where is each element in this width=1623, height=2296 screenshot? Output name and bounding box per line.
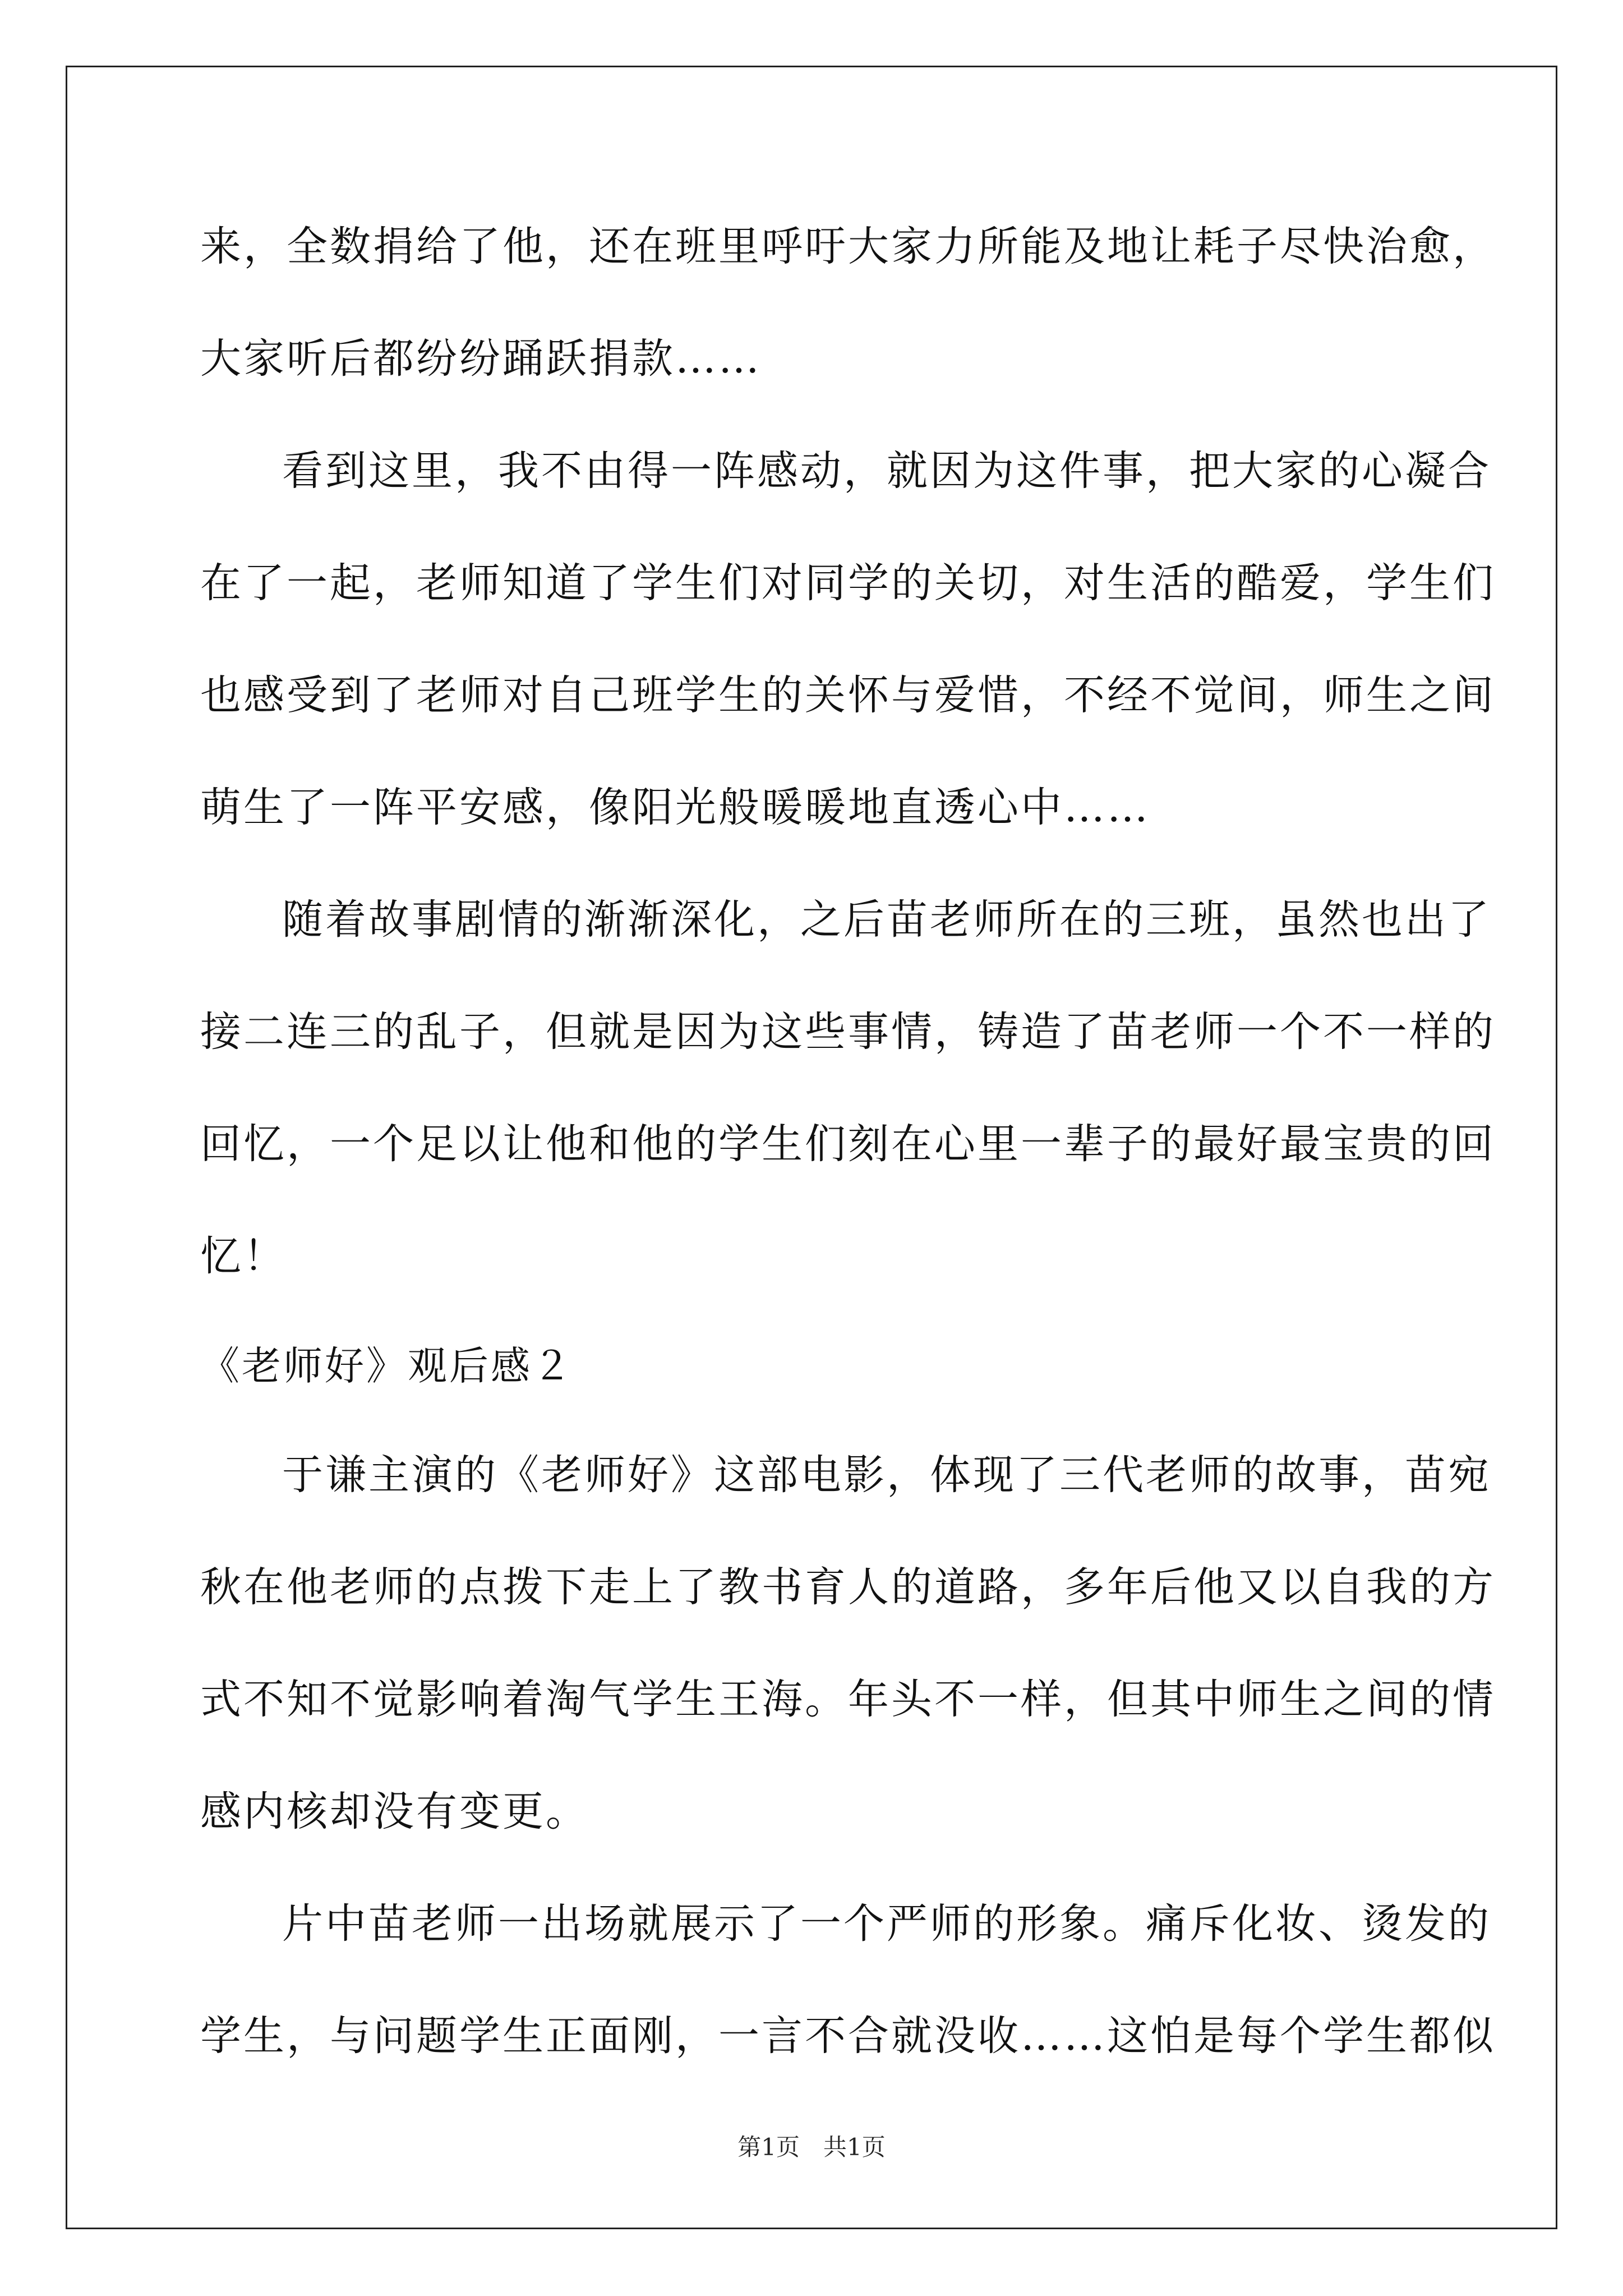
text-line: 秋在他老师的点拨下走上了教书育人的道路，多年后他又以自我的方	[200, 1563, 1496, 1611]
text-line: 感内核却没有变更。	[200, 1788, 589, 1835]
page-number: 第1页 共1页	[737, 2133, 886, 2161]
text-line: 在了一起，老师知道了学生们对同学的关切，对生活的酷爱，学生们	[200, 559, 1496, 607]
text-line: 回忆，一个足以让他和他的学生们刻在心里一辈子的最好最宝贵的回	[200, 1120, 1496, 1168]
text-line: 接二连三的乱子，但就是因为这些事情，铸造了苗老师一个不一样的	[200, 1008, 1496, 1056]
text-line: 忆！	[200, 1232, 287, 1280]
section-heading: 《老师好》观后感２	[200, 1343, 574, 1389]
text-line: 萌生了一阵平安感，像阳光般暖暖地直透心中……	[200, 784, 1150, 831]
text-line: 也感受到了老师对自己班学生的关怀与爱惜，不经不觉间，师生之间	[200, 671, 1496, 719]
paragraph-start-line: 看到这里，我不由得一阵感动，就因为这件事，把大家的心凝合	[282, 447, 1491, 495]
paragraph-start-line: 于谦主演的《老师好》这部电影，体现了三代老师的故事，苗宛	[282, 1451, 1491, 1499]
text-line: 来，全数捐给了他，还在班里呼吁大家力所能及地让耗子尽快治愈，	[200, 223, 1496, 270]
paragraph-start-line: 片中苗老师一出场就展示了一个严师的形象。痛斥化妆、烫发的	[282, 1900, 1491, 1948]
text-line: 大家听后都纷纷踊跃捐款……	[200, 335, 762, 383]
text-line: 式不知不觉影响着淘气学生王海。年头不一样，但其中师生之间的情	[200, 1676, 1496, 1723]
text-line: 学生，与问题学生正面刚，一言不合就没收……这怕是每个学生都似	[200, 2012, 1496, 2060]
paragraph-start-line: 随着故事剧情的渐渐深化，之后苗老师所在的三班，虽然也出了	[282, 896, 1491, 944]
